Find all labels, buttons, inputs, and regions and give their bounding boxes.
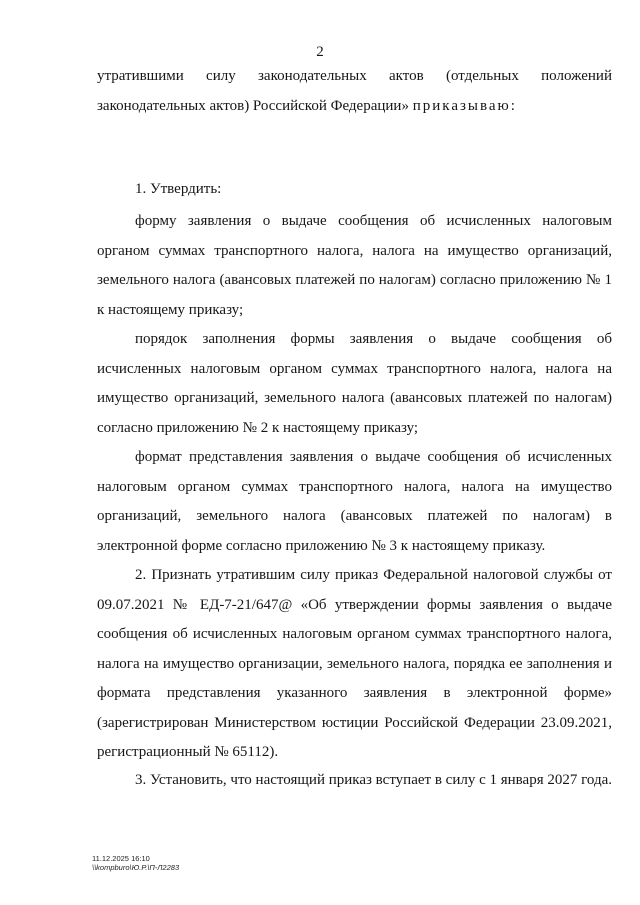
footer-timestamp: 11.12.2025 16:10 bbox=[92, 854, 150, 863]
intro-text: утратившими силу законодательных актов (отдельных положений законодательных актов) Российской Федерации» bbox=[97, 68, 612, 114]
item-1-sub-3: формат представления заявления о выдаче сообщения об исчисленных налоговым органом суммах транспортного налога, налога на имущество организаций, земельного налога (авансовых платежей по налогам) в электронной форме согласно приложению № 3 к настоящему приказу. bbox=[97, 449, 612, 554]
item-2-paragraph: 2. Признать утратившим силу приказ Федеральной налоговой службы от 09.07.2021 № ЕД-7-21/647@ «Об утверждении формы заявления о выдаче сообщения об исчисленных налоговым органом суммах транспортного налога, налога на имущество организации, земельного налога, порядка ее заполнения и формата представления указанного заявления в электронной форме» (зарегистрирован Министерством юстиции Российской Федерации 23.09.2021, регистрационный № 65112). bbox=[97, 567, 612, 760]
intro-paragraph bbox=[97, 62, 612, 121]
order-word: приказываю: bbox=[412, 97, 517, 114]
item-1-heading: 1. Утвердить: bbox=[135, 181, 222, 197]
item-1-sub-1: форму заявления о выдаче сообщения об исчисленных налоговым органом суммах транспортного налога, налога на имущество организаций, земельного налога (авансовых платежей по налогам) согласно приложению № 1 к настоящему приказу; bbox=[97, 213, 612, 318]
page-number: 2 bbox=[316, 44, 324, 60]
footer-file-path: \\kompburo\Ю.Р.\П-Л2283 bbox=[92, 863, 180, 872]
item-1-sub-2: порядок заполнения формы заявления о выдаче сообщения об исчисленных налоговым органом суммах транспортного налога, налога на имущество организаций, земельного налога (авансовых платежей по налогам) согласно приложению № 2 к настоящему приказу; bbox=[97, 331, 612, 436]
item-3-paragraph: 3. Установить, что настоящий приказ вступает в силу с 1 января 2027 года. bbox=[135, 772, 612, 788]
